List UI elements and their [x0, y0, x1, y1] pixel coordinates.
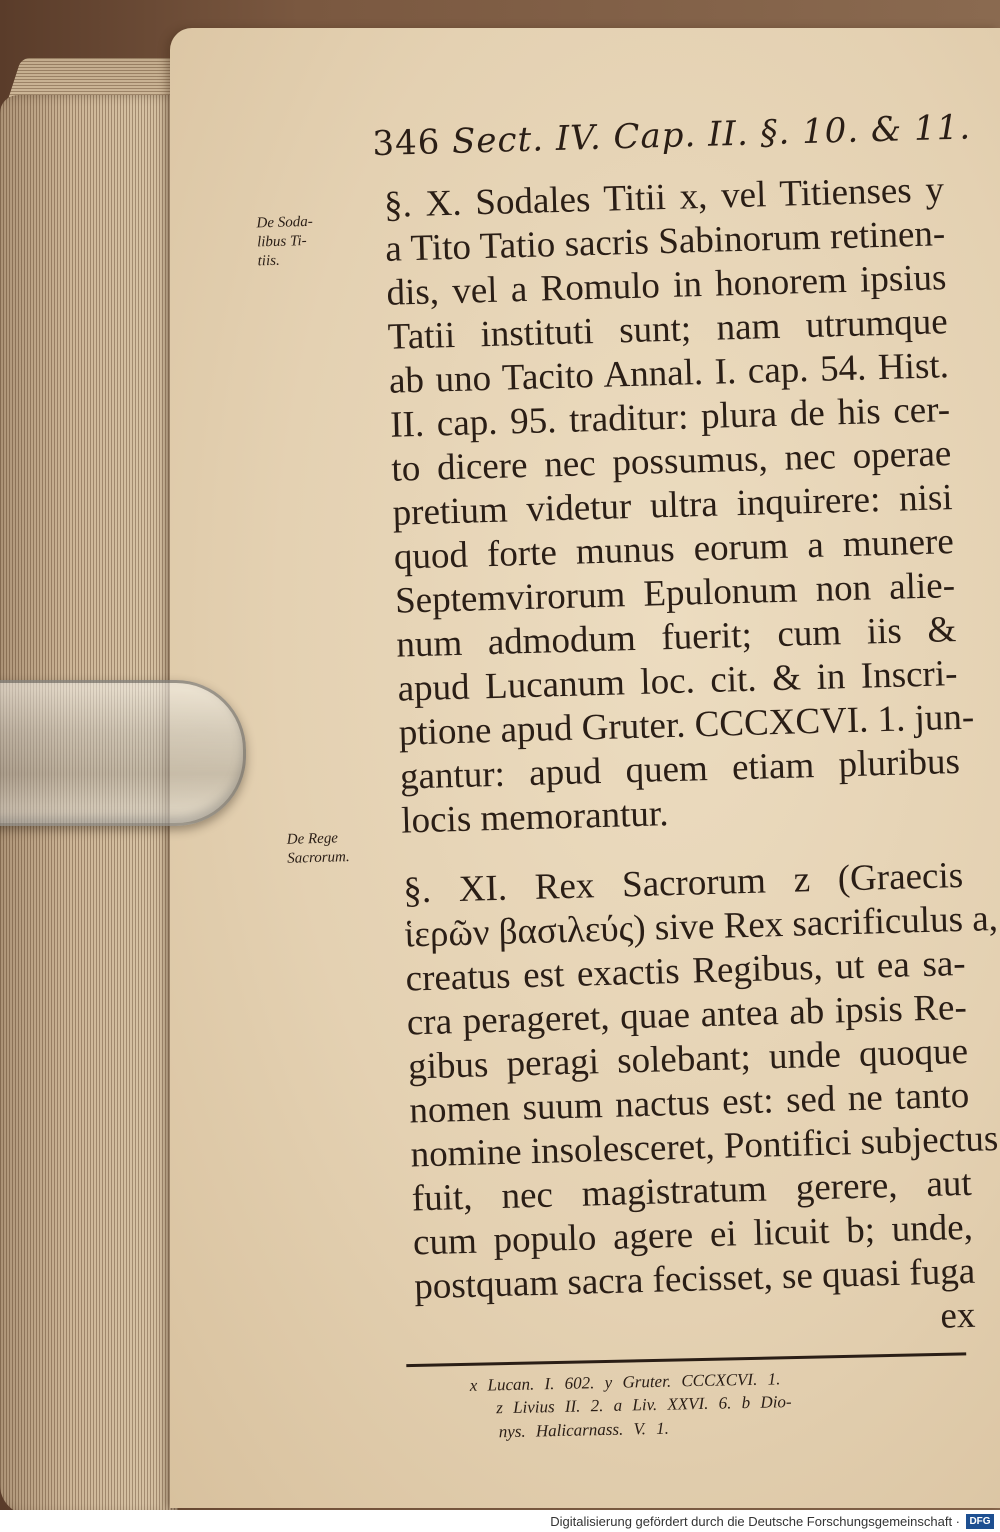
- marginal-line: Sacrorum.: [287, 849, 350, 867]
- marginal-line: libus Ti-: [256, 233, 307, 251]
- body-line: a Tito Tatio sacris Sabinorum retinen-: [384, 213, 946, 270]
- body-line: cra perageret, quae antea ab ipsis Re-: [406, 986, 968, 1044]
- body-line: ptione apud Gruter. CCCXCVI. 1. jun-: [398, 696, 975, 754]
- body-line: num admodum fuerit; cum iis &: [395, 609, 957, 666]
- body-line: gibus peragi solebant; unde quoque: [407, 1030, 969, 1088]
- body-line: dis, vel a Romulo in honorem ipsius: [385, 257, 947, 314]
- body-line: Septemvirorum Epulonum non alie-: [394, 565, 956, 622]
- body-line: fuit, nec magistratum gerere, aut: [411, 1162, 973, 1220]
- marginal-line: tiis.: [257, 252, 280, 270]
- marginal-line: De Rege: [286, 830, 339, 848]
- footer-credit: Digitalisierung gefördert durch die Deutsche Forschungsgemeinschaft ·: [550, 1514, 960, 1529]
- body-line: II. cap. 95. traditur: plura de his cer-: [389, 389, 951, 446]
- body-line: postquam sacra fecisset, se quasi fuga: [413, 1250, 976, 1308]
- dfg-logo: DFG: [966, 1514, 994, 1529]
- body-line: quod forte munus eorum a munere: [393, 521, 955, 578]
- book-clamp: [0, 680, 246, 826]
- section-reference: Sect. IV. Cap. II. §. 10. & 11.: [451, 107, 972, 162]
- page-number: 346: [371, 122, 441, 165]
- body-line: gantur: apud quem etiam pluribus: [399, 740, 961, 798]
- body-line: pretium videtur ultra inquirere: nisi: [392, 477, 954, 534]
- body-line: ἱερῶν βασιλεύς) sive Rex sacrificulus a,: [403, 897, 999, 956]
- footnote-rule: [406, 1352, 966, 1367]
- body-line: ab uno Tacito Annal. I. cap. 54. Hist.: [388, 345, 950, 402]
- footnote-line: z Livius II. 2. a Liv. XXVI. 6. b Dio-: [496, 1392, 792, 1418]
- body-line: locis memorantur.: [400, 793, 669, 842]
- body-line: nomine insolesceret, Pontifici subjectus: [410, 1118, 999, 1176]
- footnote-line: x Lucan. I. 602. y Gruter. CCCXCVI. 1.: [469, 1369, 781, 1395]
- catchword: ex: [939, 1294, 976, 1337]
- digitization-footer: [0, 1510, 1000, 1532]
- footnote-line: nys. Halicarnass. V. 1.: [498, 1418, 670, 1442]
- body-line: apud Lucanum loc. cit. & in Inscri-: [397, 653, 958, 710]
- body-line: nomen suum nactus est: sed ne tanto: [408, 1074, 970, 1132]
- body-line: creatus est exactis Regibus, ut ea sa-: [405, 942, 967, 1000]
- body-line: Tatii instituti sunt; nam utrumque: [387, 301, 949, 358]
- body-line: cum populo agere ei licuit b; unde,: [412, 1206, 974, 1264]
- marginal-line: De Soda-: [256, 213, 314, 232]
- body-line: §. XI. Rex Sacrorum z (Graecis: [402, 854, 964, 912]
- body-line: to dicere nec possumus, nec operae: [390, 433, 952, 490]
- body-line: §. X. Sodales Titii x, vel Titienses y: [383, 169, 945, 226]
